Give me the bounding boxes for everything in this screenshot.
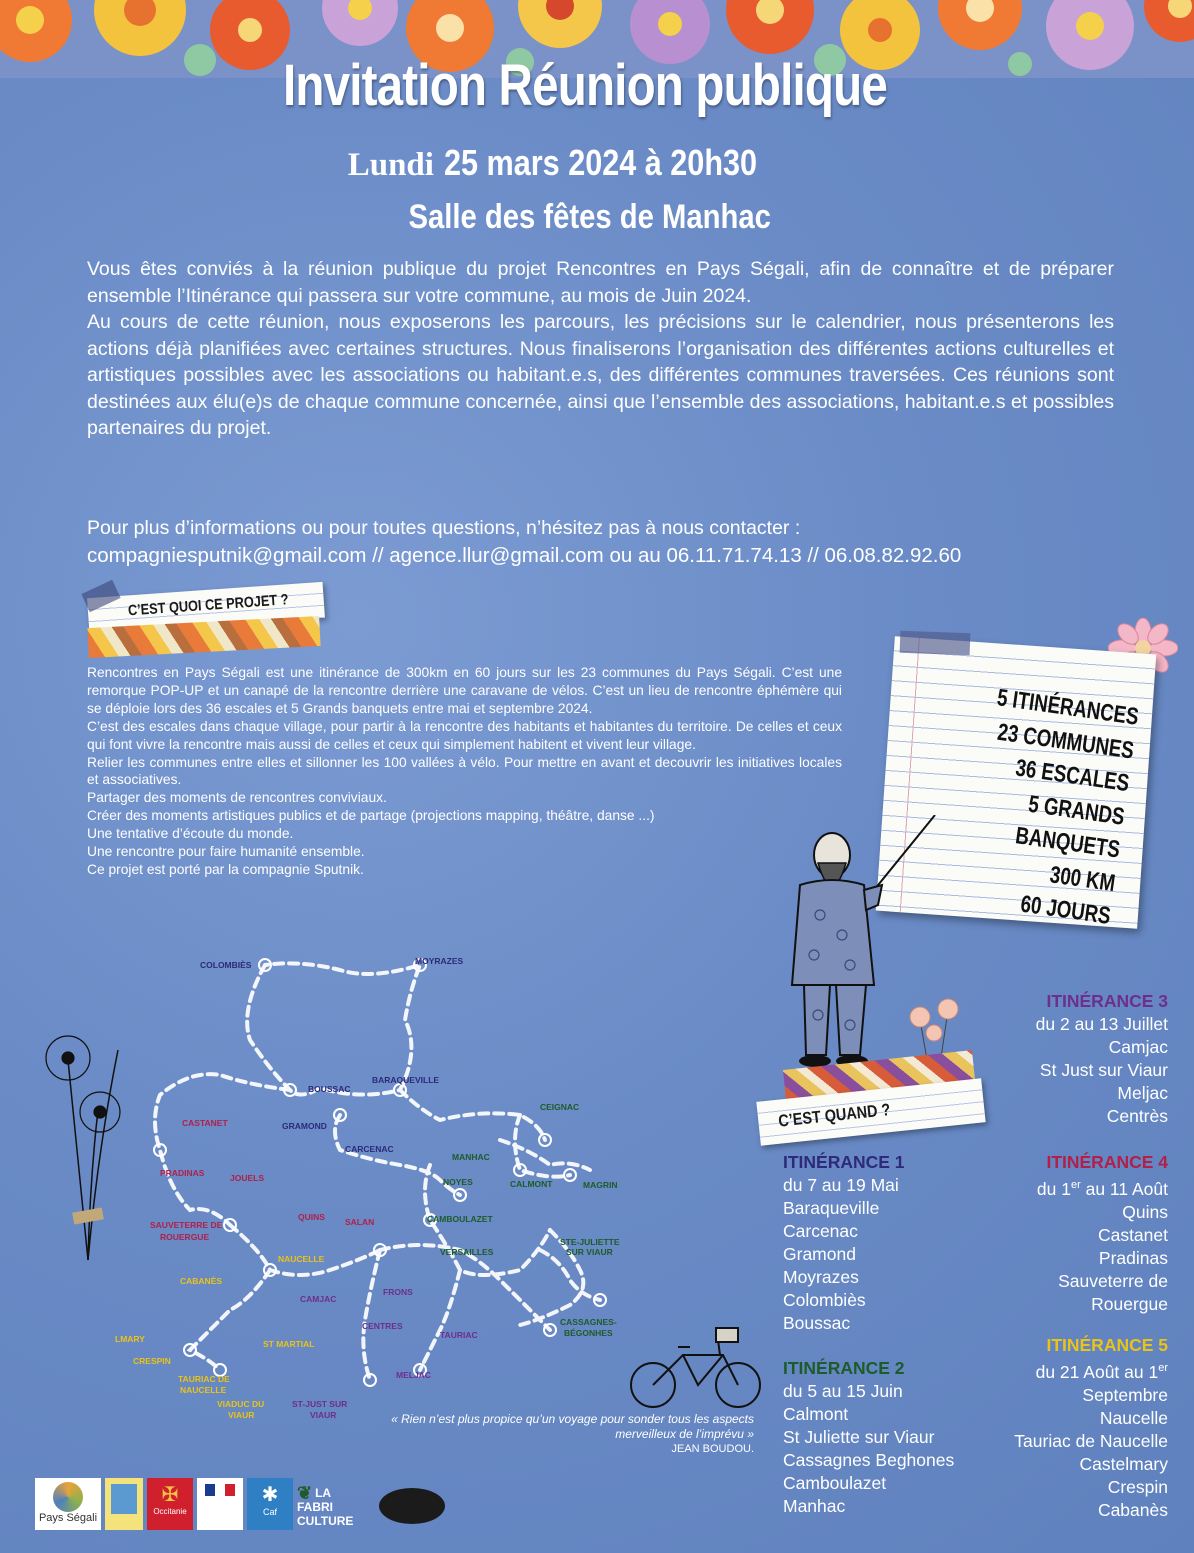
itinerary-1-title: ITINÉRANCE 1 [783,1152,905,1172]
itinerary-place: Baraqueville [783,1198,880,1218]
route-map [100,950,660,1410]
itinerary-place: Septembre [1082,1384,1168,1405]
bicycle-icon [628,1325,768,1410]
superscript: er [1158,1362,1168,1374]
map-label: VIAUR [310,1410,337,1420]
stat-itinerances: 5 ITINÉRANCES [995,684,1141,731]
map-label: PRADINAS [160,1168,205,1178]
map-label: QUINS [298,1212,325,1222]
itinerary-place: St Juliette sur Viaur [783,1427,935,1447]
event-venue [0,198,1180,237]
intro-paragraph-1: Vous êtes conviés à la réunion publique du projet Rencontres en Pays Ségali, afin de connaître et de préparer ensemble l’Itinérance qui passera sur votre commune, au mois de Juin 2024. [87,258,1114,307]
map-label: TAURIAC [440,1330,478,1340]
map-label: BÉGONHES [564,1328,613,1338]
itinerary-1 [783,1151,983,1335]
map-label: MOYRAZES [415,956,464,966]
map-label: CALMONT [510,1179,553,1189]
itinerary-place: Gramond [783,1244,856,1264]
project-line: Rencontres en Pays Ségali est une itinérance de 300km en 60 jours sur les 23 communes du Pays Ségali. C’est une remorque POP-UP et un canapé de la rencontre derrière une caravane de vélos. C’est un lieu de rencontre éphémère qui se déploie lors des 36 escales et 5 Grands banquets entre mai et septembre 2024. [87,665,842,716]
fabri-culture-logo-text: LA FABRI [297,1486,333,1514]
itinerary-1-dates: du 7 au 19 Mai [783,1175,899,1195]
intro-text [87,256,1114,442]
fabri-culture-logo-text: CULTURE [297,1514,354,1528]
prefecture-logo [197,1478,243,1530]
tape-decoration [900,631,971,655]
map-label: GRAMOND [282,1121,327,1131]
itinerary-5-dates-start: du 21 Août au 1 [1035,1361,1159,1382]
contact-details: compagniesputnik@gmail.com // agence.llur@gmail.com ou au 06.11.71.74.13 // 06.08.82.92.60 [87,544,962,567]
itinerary-4-dates [990,1174,1168,1201]
flag-icon [205,1484,235,1496]
map-label: MANHAC [452,1152,490,1162]
intro-paragraph-2: Au cours de cette réunion, nous exposerons les parcours, les précisions sur le calendrier, nous présenterons les actions déjà planifiées avec certaines structures. Nous finaliserons l’organisation des différentes actions culturelles et artistiques possibles avec les associations ou habitant.e.s, des différentes communes traversées. Ces réunions sont destinées aux élu(e)s de chaque commune concernée, ainsi que l’ensemble des associations, habitant.e.s et possibles partenaires du projet. [87,311,1114,439]
social-center-logo-icon [111,1484,137,1514]
map-label: CARCENAC [345,1144,394,1154]
map-label: ST-JUST SUR [292,1399,348,1409]
itinerary-5-dates [990,1357,1168,1384]
itinerary-3-title: ITINÉRANCE 3 [1046,991,1168,1011]
map-label: NAUCELLE [278,1254,325,1264]
caf-logo-text: Caf [262,1507,277,1517]
itinerary-4 [990,1151,1168,1316]
itinerary-place: Quins [1122,1201,1168,1222]
itinerary-place: Colombiès [783,1290,866,1310]
itinerary-place: Naucelle [1099,1407,1168,1428]
project-line: Ce projet est porté par la compagnie Sputnik. [87,861,364,877]
map-label: JOUELS [230,1173,265,1183]
map-label: SAUVETERRE DE [150,1220,223,1230]
map-label: LMARY [115,1334,145,1344]
itinerary-place: Tauriac de Naucelle [1014,1430,1168,1451]
project-tag-label: C’EST QUOI CE PROJET ? [127,591,290,620]
page-title: Invitation Réunion publique [282,53,888,118]
map-label: COLOMBIÈS [200,960,252,970]
map-label: FRONS [383,1287,413,1297]
itinerary-place: Manhac [783,1496,846,1516]
map-label: CASSAGNES- [560,1317,617,1327]
itinerary-place: Camboulazet [783,1473,887,1493]
map-label: CASTANET [182,1118,228,1128]
map-label: CAMJAC [300,1294,337,1304]
itinerary-4-dates-start: du 1 [1036,1178,1071,1199]
project-description [87,664,842,879]
itinerary-place: Boussac [783,1313,851,1333]
contact-line: Pour plus d’informations ou pour toutes questions, n’hésitez pas à nous contacter : [87,517,801,539]
project-line: Créer des moments artistiques publics et de partage (projections mapping, théâtre, danse ...) [87,808,655,824]
project-line: C’est des escales dans chaque village, pour partir à la rencontre des habitants et habitantes du territoire. De celles et ceux qui font vivre la rencontre mais aussi de celles et ceux qui simplement habitent et vivent leur village. [87,718,842,752]
itinerary-place: Calmont [783,1404,849,1424]
map-label: CEIGNAC [540,1102,580,1112]
map-label: ST MARTIAL [263,1339,315,1349]
pays-segali-logo-icon [53,1482,83,1512]
map-label: CABANÈS [180,1276,223,1286]
map-label: CAMBOULAZET [427,1214,493,1224]
project-line: Partager des moments de rencontres conviviaux. [87,790,387,806]
map-label: SALAN [345,1217,375,1227]
leaf-icon: ❦ [297,1483,313,1503]
map-label: VIAUR [228,1410,255,1420]
itinerary-place: Camjac [1108,1037,1168,1057]
itinerary-4-dates-end: au 11 Août [1080,1178,1168,1199]
itinerary-3 [990,990,1168,1128]
quote-author: JEAN BOUDOU. [671,1443,754,1455]
project-line: Une rencontre pour faire humanité ensemble. [87,844,365,860]
itinerary-2 [783,1357,983,1518]
stat-communes: 23 COMMUNES [995,718,1136,765]
project-line: Une tentative d’écoute du monde. [87,826,294,842]
event-day: Lundi [347,147,434,183]
quote-text: « Rien n’est plus propice qu’un voyage pour sonder tous les aspects merveilleux de l’imprévu » [391,1412,754,1441]
itinerary-place: St Just sur Viaur [1039,1060,1168,1080]
event-date [0,142,1160,184]
itinerary-place: Castanet [1097,1224,1168,1245]
social-center-logo [105,1478,143,1530]
itinerary-5 [990,1334,1168,1522]
map-label: MELJAC [396,1370,431,1380]
map-label: VIADUC DU [217,1399,265,1409]
map-label: BOUSSAC [308,1084,351,1094]
map-label: MAGRIN [583,1180,618,1190]
itinerary-3-dates: du 2 au 13 Juillet [1035,1014,1168,1034]
partner-logos [35,1478,455,1534]
itinerary-place: Sauveterre de [1058,1270,1168,1291]
itinerary-place: Carcenac [783,1221,858,1241]
itinerary-place: Crespin [1107,1476,1168,1497]
occitanie-logo-text: Occitanie [153,1507,187,1516]
itinerary-4-title: ITINÉRANCE 4 [1046,1152,1168,1172]
when-tag-label: C’EST QUAND ? [777,1100,892,1131]
snowflake-icon: ✱ [261,1484,279,1506]
event-date-time: 25 mars 2024 à 20h30 [443,142,758,183]
itinerary-place: Moyrazes [783,1267,859,1287]
map-label: CRESPIN [133,1356,171,1366]
stat-jours: 60 JOURS [1018,890,1113,930]
map-label: NAUCELLE [180,1385,227,1395]
map-label: TAURIAC DE [178,1374,230,1384]
itinerary-5-title: ITINÉRANCE 5 [1046,1335,1168,1355]
stat-km: 300 KM [1048,860,1117,897]
itinerary-place: Cassagnes Beghones [783,1450,955,1470]
map-label: NOYES [443,1177,473,1187]
map-label: BARAQUEVILLE [372,1075,440,1085]
map-label: ROUERGUE [160,1232,210,1242]
event-venue-text: Salle des fêtes de Manhac [408,198,772,236]
map-label: SUR VIAUR [566,1247,613,1257]
stat-banquets: 5 GRANDS BANQUETS [1013,790,1127,864]
itinerary-2-dates: du 5 au 15 Juin [783,1381,903,1401]
quote [390,1412,754,1457]
map-label: VERSAILLES [440,1247,494,1257]
itinerary-place: Centrès [1106,1106,1168,1126]
pays-segali-logo [35,1478,101,1530]
project-line: Relier les communes entre elles et sillonner les 100 vallées à vélo. Pour mettre en avant et decouvrir les initiatives locales et associatives. [87,754,842,788]
itinerary-place: Cabanès [1097,1499,1168,1520]
cross-icon: ✠ [161,1484,179,1506]
itinerary-place: Pradinas [1098,1247,1168,1268]
itinerary-place: Meljac [1117,1083,1168,1103]
pays-segali-logo-text: Pays Ségali [38,1512,98,1524]
itinerary-place: Castelmary [1079,1453,1168,1474]
itinerary-place: Rouergue [1091,1293,1168,1314]
occitanie-logo [147,1478,193,1530]
ajal-logo [379,1488,445,1524]
fabri-culture-logo [297,1483,369,1528]
itinerary-2-title: ITINÉRANCE 2 [783,1358,905,1378]
map-label: STE-JULIETTE [560,1237,620,1247]
caf-logo [247,1478,293,1530]
stat-escales: 36 ESCALES [1013,754,1131,798]
superscript: er [1070,1179,1081,1191]
contact-block [87,514,1127,570]
map-label: CENTRES [362,1321,403,1331]
